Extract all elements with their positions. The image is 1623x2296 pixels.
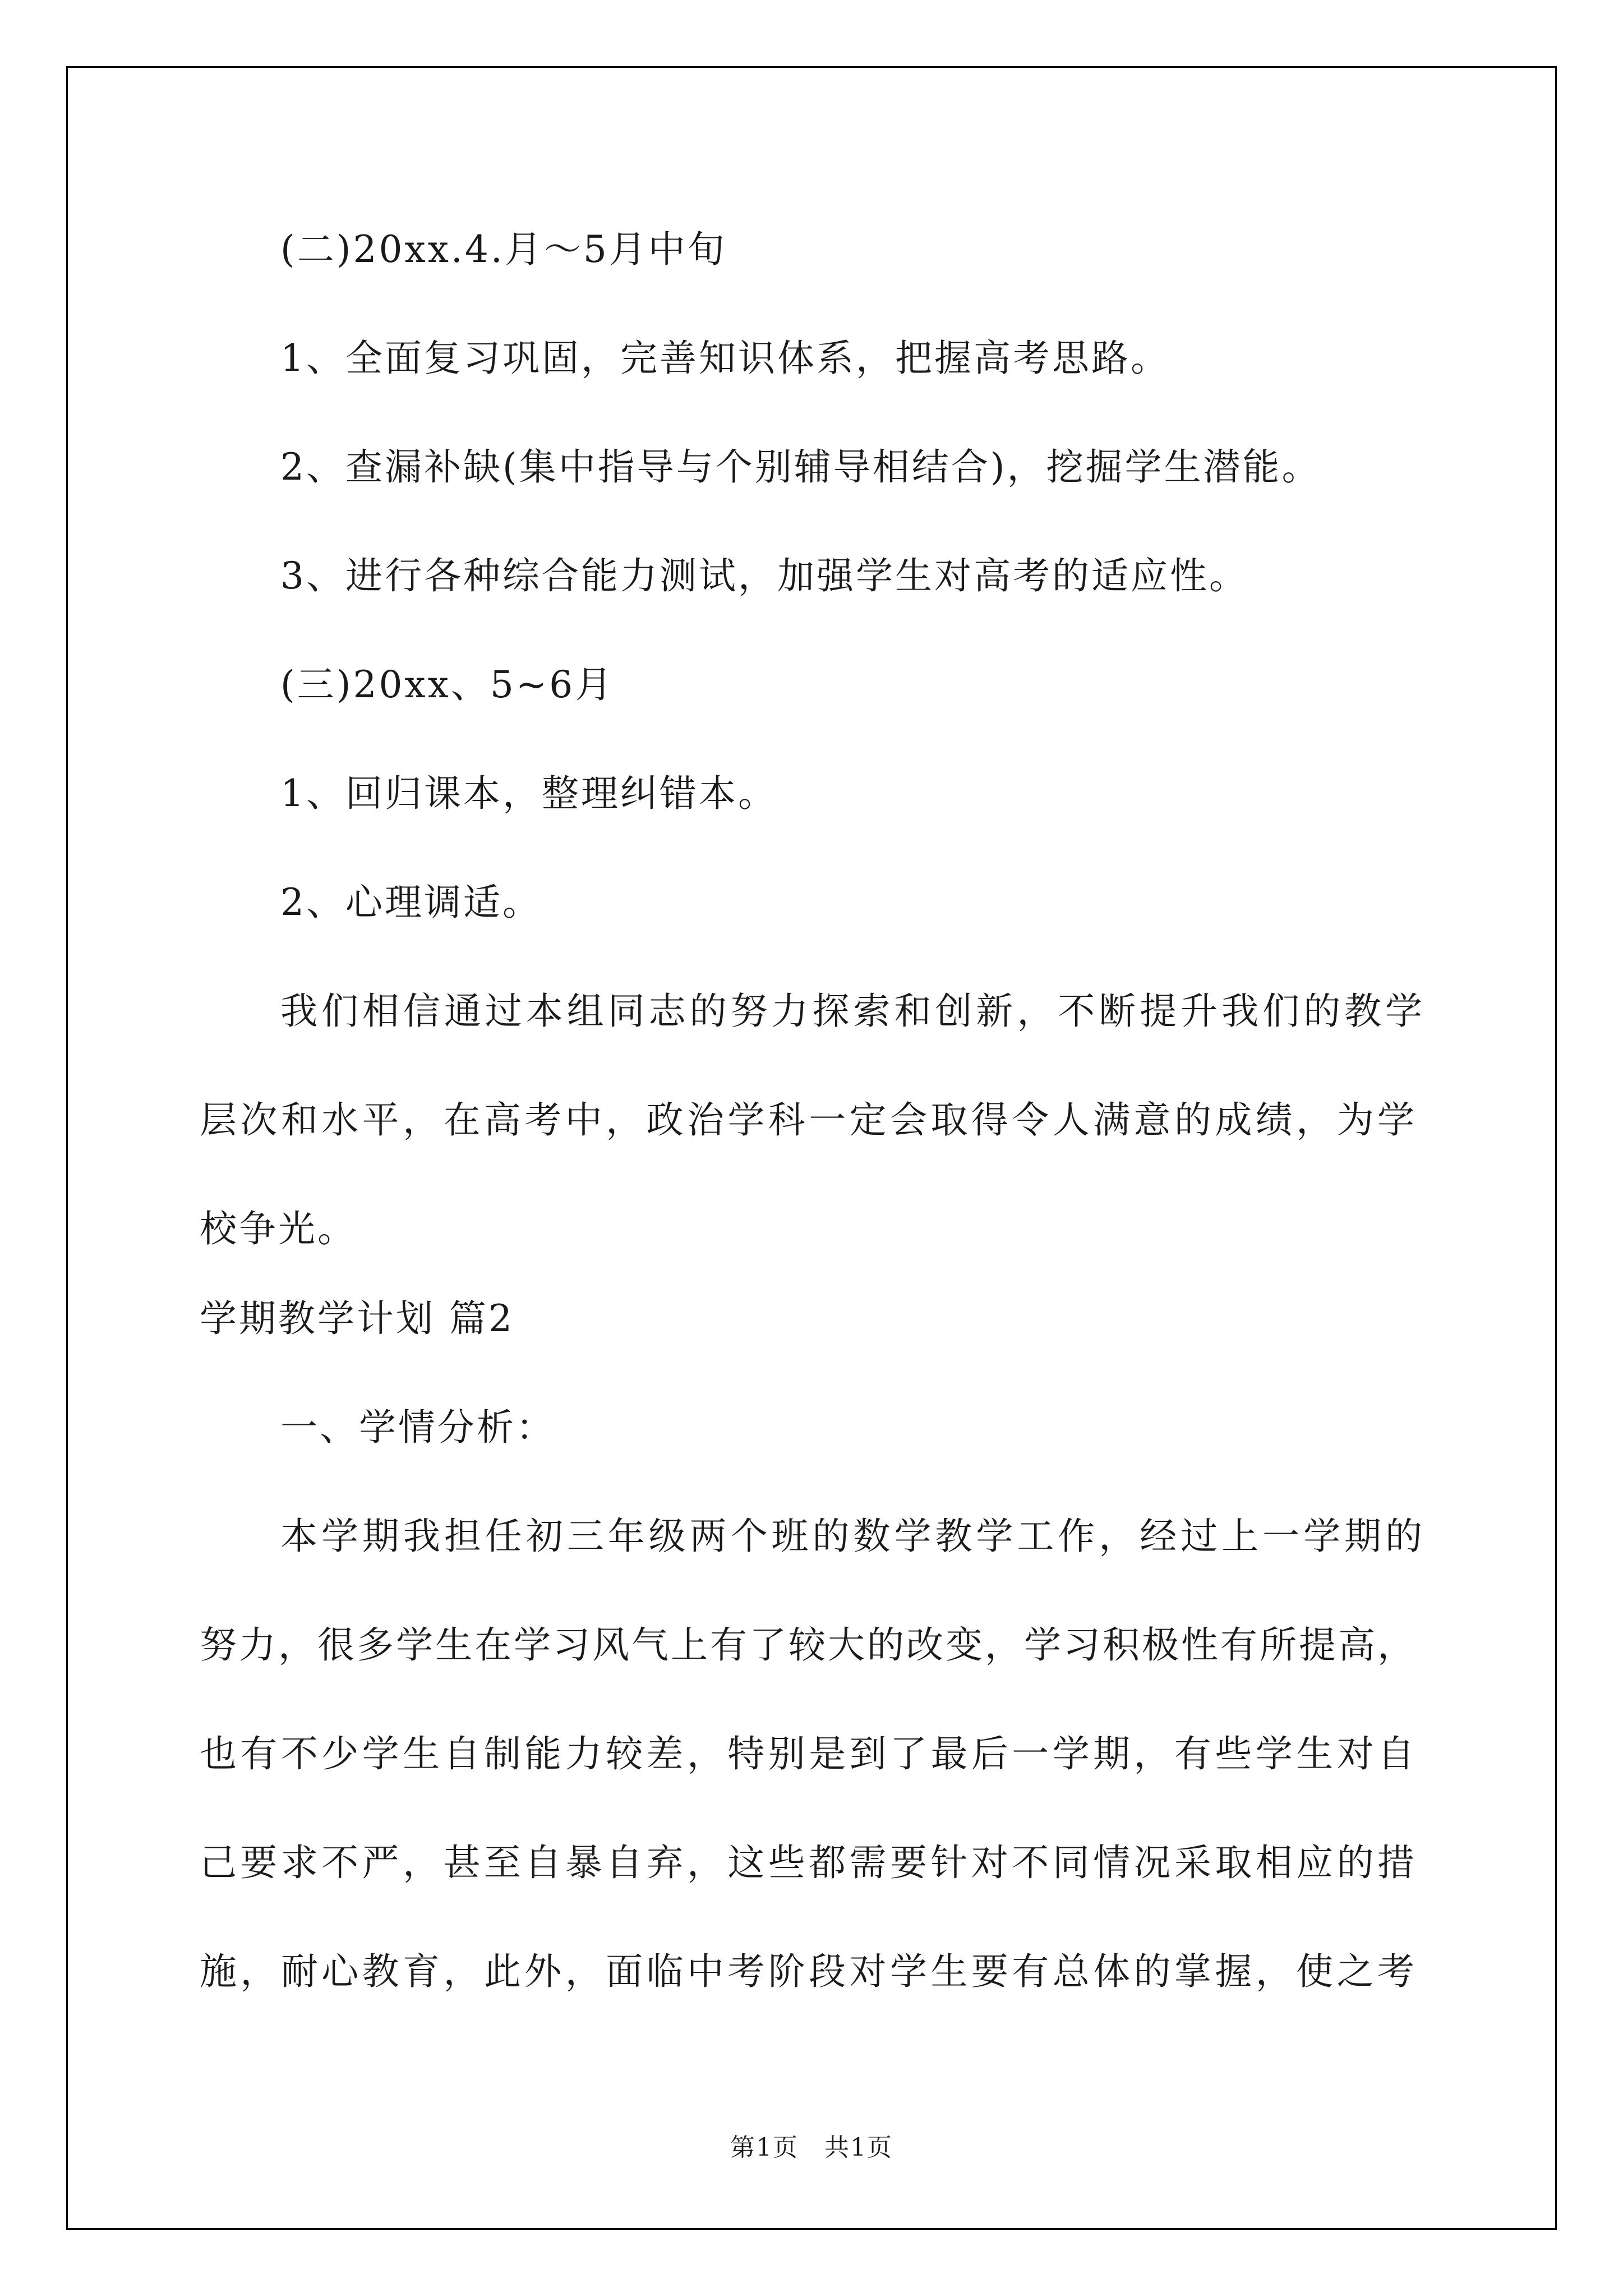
paragraph-line: 努力，很多学生在学习风气上有了较大的改变，学习积极性有所提高， (200, 1623, 1417, 1667)
paragraph-line: 本学期我担任初三年级两个班的数学教学工作，经过上一学期的 (280, 1515, 1424, 1558)
list-item: 1、回归课本，整理纠错本。 (280, 772, 777, 815)
section-heading-two: (二)20xx.4.月～5月中旬 (280, 228, 727, 271)
list-item: 2、查漏补缺(集中指导与个别辅导相结合)，挖掘学生潜能。 (280, 445, 1321, 489)
paragraph-line: 己要求不严，甚至自暴自弃，这些都需要针对不同情况采取相应的措 (200, 1841, 1417, 1884)
paragraph-line: 我们相信通过本组同志的努力探索和创新，不断提升我们的教学 (280, 990, 1424, 1033)
list-item: 1、全面复习巩固，完善知识体系，把握高考思路。 (280, 337, 1170, 380)
list-item: 2、心理调适。 (280, 881, 542, 924)
page-border (66, 66, 1557, 2230)
page-number-footer: 第1页 共1页 (730, 2133, 893, 2162)
section-heading-three: (三)20xx、5~6月 (280, 663, 615, 706)
subsection-heading: 一、学情分析： (280, 1406, 555, 1449)
paragraph-line: 校争光。 (200, 1207, 357, 1250)
paragraph-line: 层次和水平，在高考中，政治学科一定会取得令人满意的成绩，为学 (200, 1098, 1417, 1142)
paragraph-line: 施，耐心教育，此外，面临中考阶段对学生要有总体的掌握，使之考 (200, 1950, 1417, 1993)
document-title: 学期教学计划 篇2 (200, 1297, 514, 1340)
paragraph-line: 也有不少学生自制能力较差，特别是到了最后一学期，有些学生对自 (200, 1732, 1417, 1775)
list-item: 3、进行各种综合能力测试，加强学生对高考的适应性。 (280, 554, 1248, 597)
